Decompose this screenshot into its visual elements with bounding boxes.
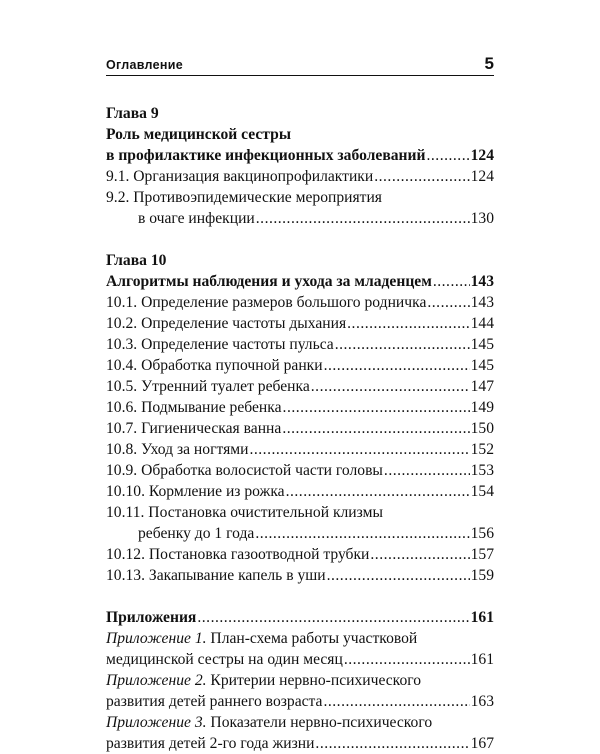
toc-entry-text: 10.10. Кормление из рожка [106, 483, 285, 500]
toc-entry-10-7[interactable] [106, 418, 494, 439]
toc-entry-text: 10.4. Обработка пупочной ранки [106, 357, 323, 374]
toc-entry-10-8[interactable] [106, 439, 494, 460]
leader-dots [384, 460, 470, 481]
leader-dots [249, 439, 469, 460]
running-head-title: Оглавление [106, 58, 183, 72]
appendix-2-text-line1: Критерии нервно-психического [206, 672, 422, 689]
toc-entry-text: 10.1. Определение размеров большого родничка [106, 294, 427, 311]
toc-entry-text: 10.6. Подмывание ребенка [106, 399, 282, 416]
leader-dots [255, 523, 469, 544]
leader-dots [282, 418, 469, 439]
spacer [106, 586, 494, 607]
appendix-3-text-line1: Показатели нервно-психического [206, 714, 433, 731]
toc-entry-text: 10.12. Постановка газоотводной трубки [106, 546, 370, 563]
toc-page: 152 [470, 441, 494, 458]
toc-entry-10-5[interactable] [106, 376, 494, 397]
toc-page: 143 [470, 273, 494, 290]
toc-entry-10-1[interactable] [106, 292, 494, 313]
appendix-2-label: Приложение 2. [106, 672, 207, 689]
appendix-2-line1 [106, 670, 494, 691]
chapter-10-label: Глава 10 [106, 252, 167, 269]
leader-dots [323, 691, 469, 712]
running-head [106, 54, 494, 76]
toc-entry-text: 10.9. Обработка волосистой части головы [106, 462, 383, 479]
toc-page: 156 [470, 525, 494, 542]
toc-entry-text: 9.1. Организация вакцинопрофилактики [106, 168, 374, 185]
toc-entry-9-2[interactable] [106, 208, 494, 229]
spacer [106, 229, 494, 250]
appendix-3-line1 [106, 712, 494, 733]
toc-entry-10-13[interactable] [106, 565, 494, 586]
table-of-contents [106, 103, 494, 754]
appendix-1-line1 [106, 628, 494, 649]
toc-entry-text: 10.7. Гигиеническая ванна [106, 420, 282, 437]
toc-entry-10-11-line1: 10.11. Постановка очистительной клизмы [106, 504, 383, 521]
toc-page: 153 [470, 462, 494, 479]
toc-page: 145 [470, 336, 494, 353]
leader-dots [335, 334, 470, 355]
toc-entry-text: в очаге инфекции [138, 210, 255, 227]
toc-entry-10-4[interactable] [106, 355, 494, 376]
toc-entry-text: 10.3. Определение частоты пульса [106, 336, 334, 353]
appendices-title: Приложения [106, 609, 197, 626]
toc-entry-9-2-line1: 9.2. Противоэпидемические мероприятия [106, 189, 382, 206]
leader-dots [256, 208, 470, 229]
toc-entry-text: ребенку до 1 года [138, 525, 255, 542]
toc-page: 130 [470, 210, 494, 227]
toc-page: 161 [470, 651, 494, 668]
toc-entry-10-11[interactable] [106, 523, 494, 544]
leader-dots [197, 607, 469, 628]
chapter-10-title: Алгоритмы наблюдения и ухода за младенцем [106, 273, 432, 290]
toc-page: 163 [470, 693, 494, 710]
toc-page: 161 [470, 609, 494, 626]
leader-dots [311, 376, 470, 397]
appendix-1-label: Приложение 1. [106, 630, 207, 647]
toc-entry-10-10[interactable] [106, 481, 494, 502]
toc-entry-chapter-9[interactable] [106, 145, 494, 166]
toc-page: 167 [470, 735, 494, 752]
toc-page: 150 [470, 420, 494, 437]
appendix-3-label: Приложение 3. [106, 714, 207, 731]
toc-entry-10-2[interactable] [106, 313, 494, 334]
toc-page: 144 [470, 315, 494, 332]
toc-page: 149 [470, 399, 494, 416]
toc-page: 145 [470, 357, 494, 374]
toc-entry-appendix-3[interactable] [106, 733, 494, 754]
page-number: 5 [484, 54, 494, 73]
leader-dots [370, 544, 469, 565]
chapter-9-title-line1: Роль медицинской сестры [106, 126, 292, 143]
toc-entry-9-1[interactable] [106, 166, 494, 187]
toc-entry-text: 10.8. Уход за ногтями [106, 441, 249, 458]
toc-page: 143 [470, 294, 494, 311]
toc-entry-text: 10.5. Утренний туалет ребенка [106, 378, 310, 395]
toc-page: 124 [470, 147, 494, 164]
chapter-9-label: Глава 9 [106, 105, 159, 122]
leader-dots [315, 733, 469, 754]
header-rule [106, 75, 494, 76]
toc-entry-10-9[interactable] [106, 460, 494, 481]
toc-entry-appendix-2[interactable] [106, 691, 494, 712]
leader-dots [374, 166, 469, 187]
toc-page: 124 [470, 168, 494, 185]
leader-dots [433, 271, 470, 292]
toc-page: 157 [470, 546, 494, 563]
toc-entry-chapter-10[interactable] [106, 271, 494, 292]
toc-entry-text: 10.13. Закапывание капель в уши [106, 567, 326, 584]
appendix-1-text-line1: План-схема работы участковой [206, 630, 418, 647]
leader-dots [283, 397, 470, 418]
toc-entry-10-6[interactable] [106, 397, 494, 418]
toc-entry-10-12[interactable] [106, 544, 494, 565]
leader-dots [324, 355, 470, 376]
toc-page: 159 [470, 567, 494, 584]
toc-entry-appendix-1[interactable] [106, 649, 494, 670]
toc-entry-appendices[interactable] [106, 607, 494, 628]
leader-dots [427, 145, 470, 166]
toc-entry-10-3[interactable] [106, 334, 494, 355]
toc-entry-text: медицинской сестры на один месяц [106, 651, 343, 668]
toc-entry-text: развития детей раннего возраста [106, 693, 323, 710]
toc-page: 147 [470, 378, 494, 395]
toc-page: 154 [470, 483, 494, 500]
chapter-9-title-line2: в профилактике инфекционных заболеваний [106, 147, 426, 164]
leader-dots [344, 649, 470, 670]
toc-entry-text: развития детей 2-го года жизни [106, 735, 315, 752]
leader-dots [327, 565, 470, 586]
leader-dots [427, 292, 469, 313]
leader-dots [286, 481, 470, 502]
leader-dots [347, 313, 469, 334]
toc-entry-text: 10.2. Определение частоты дыхания [106, 315, 347, 332]
